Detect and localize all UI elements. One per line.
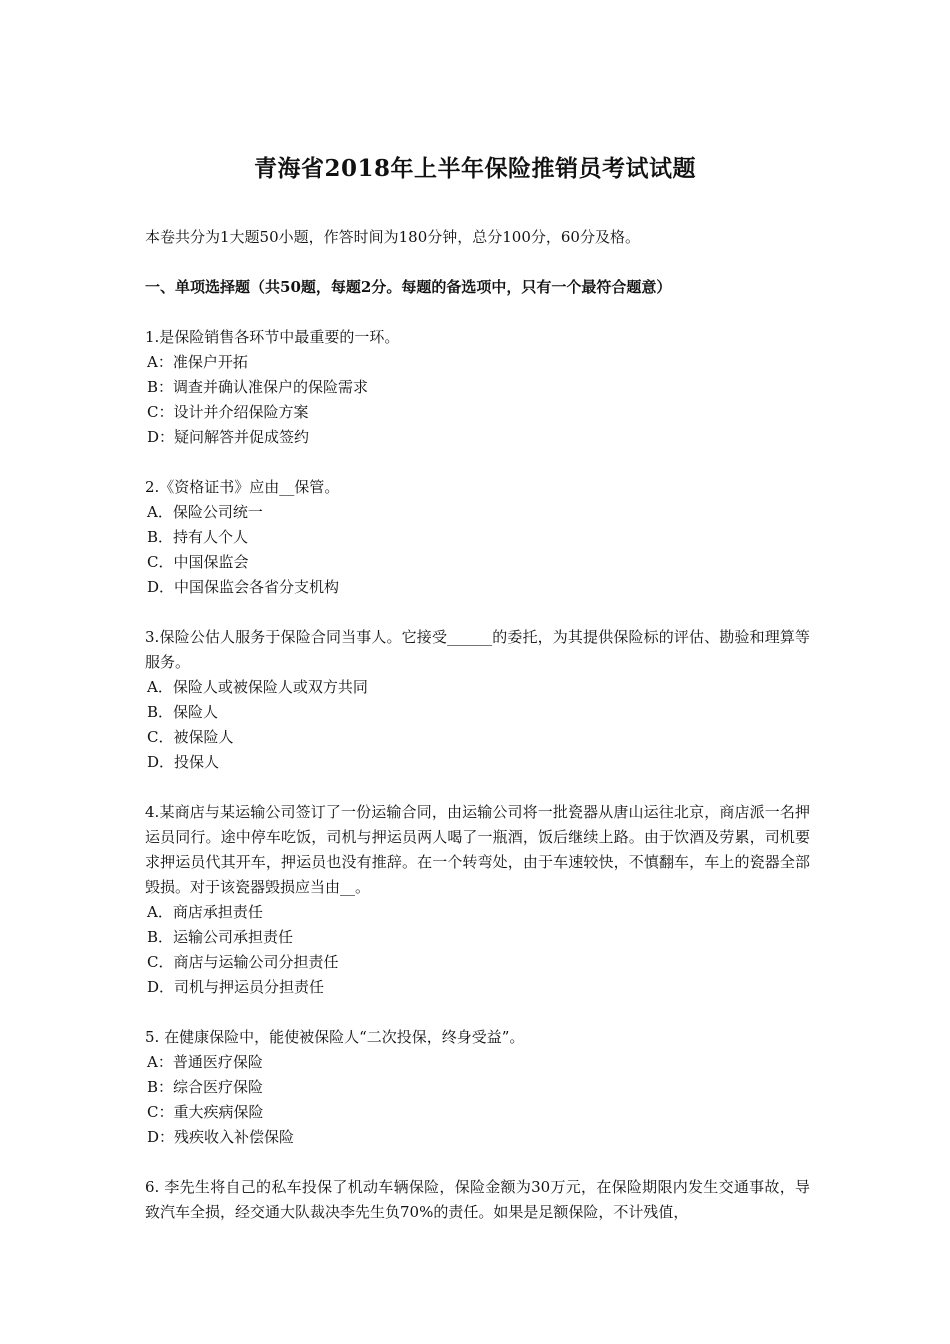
question-stem: 1.是保险销售各环节中最重要的一环。 [145,328,400,346]
question-4 [145,800,810,1000]
question-stem: 2.《资格证书》应由__保管。 [145,478,340,496]
question-2 [145,475,810,600]
option-c: C．中国保监会 [147,553,249,571]
option-d: D：疑问解答并促成签约 [147,428,310,446]
option-a: A：普通医疗保险 [147,1053,263,1071]
question-5 [145,1025,810,1150]
question-stem: 4.某商店与某运输公司签订了一份运输合同，由运输公司将一批瓷器从唐山运往北京，商店派一名押运员同行。途中停车吃饭，司机与押运员两人喝了一瓶酒，饭后继续上路。由于饮酒及劳累，司机要求押运员代其开车，押运员也没有推辞。在一个转弯处，由于车速较快，不慎翻车，车上的瓷器全部毁损。对于该瓷器毁损应当由__。 [145,803,810,896]
question-stem: 5. 在健康保险中，能使被保险人“二次投保，终身受益”。 [145,1028,525,1046]
option-b: B：调查并确认准保户的保险需求 [147,378,369,396]
option-d: D．投保人 [147,753,220,771]
option-c: C．被保险人 [147,728,234,746]
option-d: D．中国保监会各省分支机构 [147,578,340,596]
question-list [145,325,810,1250]
document-title: 青海省2018年上半年保险推销员考试试题 [253,155,696,182]
option-b: B．保险人 [147,703,219,721]
option-b: B．运输公司承担责任 [147,928,294,946]
question-stem: 6. 李先生将自己的私车投保了机动车辆保险，保险金额为30万元，在保险期限内发生交通事故，导致汽车全损，经交通大队裁决李先生负70%的责任。如果是足额保险，不计残值， [145,1178,810,1221]
option-c: C：重大疾病保险 [147,1103,264,1121]
option-b: B．持有人个人 [147,528,249,546]
option-a: A．保险公司统一 [147,503,263,521]
question-3 [145,625,810,775]
option-a: A．商店承担责任 [147,903,263,921]
option-b: B：综合医疗保险 [147,1078,264,1096]
section-heading: 一、单项选择题（共50题，每题2分。每题的备选项中，只有一个最符合题意） [145,278,672,296]
question-stem: 3.保险公估人服务于保险合同当事人。它接受______的委托，为其提供保险标的评估、勘验和理算等服务。 [145,628,810,671]
exam-intro: 本卷共分为1大题50小题，作答时间为180分钟，总分100分，60分及格。 [145,228,640,246]
question-6 [145,1175,810,1225]
option-c: C：设计并介绍保险方案 [147,403,309,421]
option-a: A：准保户开拓 [147,353,248,371]
option-c: C．商店与运输公司分担责任 [147,953,339,971]
option-a: A．保险人或被保险人或双方共同 [147,678,368,696]
question-1 [145,325,810,450]
option-d: D．司机与押运员分担责任 [147,978,325,996]
option-d: D：残疾收入补偿保险 [147,1128,295,1146]
